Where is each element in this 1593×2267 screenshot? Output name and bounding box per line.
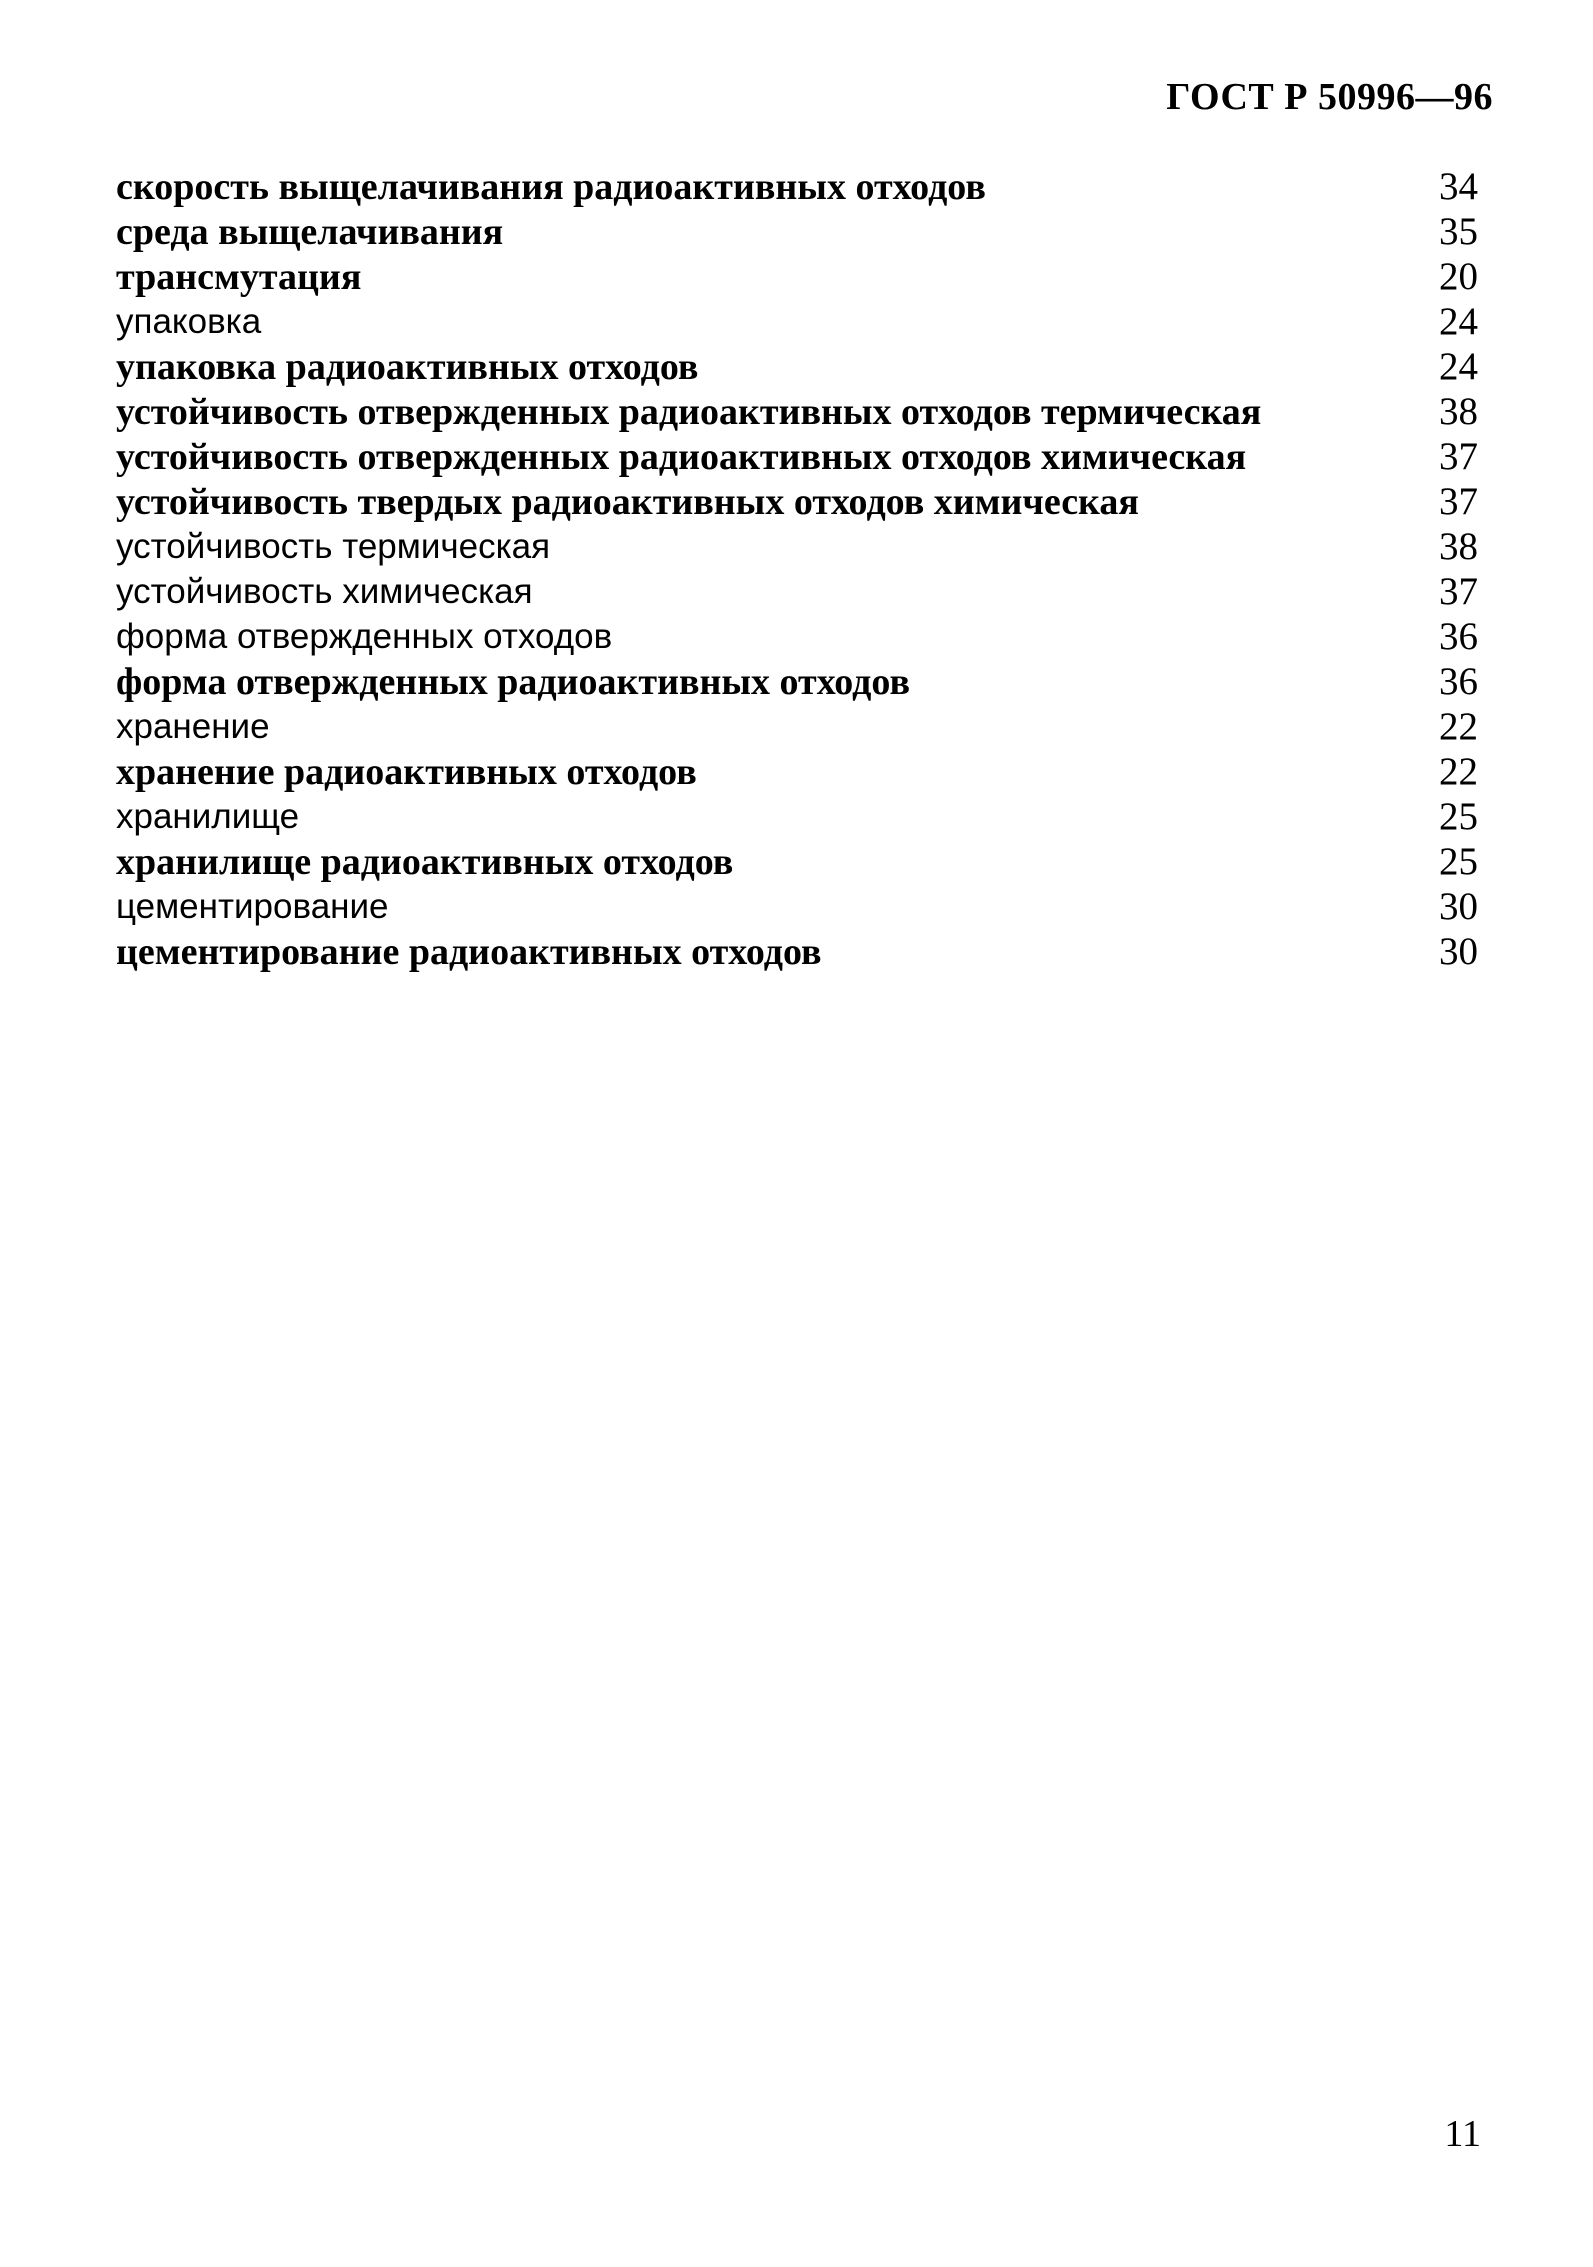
index-page-ref: 37 (1439, 435, 1478, 478)
index-term: цементирование (116, 886, 389, 926)
index-page-ref: 38 (1439, 390, 1478, 433)
index-page-ref: 38 (1439, 525, 1478, 568)
index-page-ref: 36 (1439, 615, 1478, 658)
index-page-ref: 30 (1439, 930, 1478, 973)
index-term: среда выщелачивания (116, 210, 504, 253)
alphabetical-index (116, 164, 1478, 974)
index-page-ref: 35 (1439, 210, 1478, 253)
index-term: упаковка (116, 301, 262, 341)
index-term: цементирование радиоактивных отходов (116, 930, 822, 973)
index-page-ref: 25 (1439, 840, 1478, 883)
index-entry (116, 749, 1478, 794)
index-entry (116, 614, 1478, 659)
index-page-ref: 36 (1439, 660, 1478, 703)
index-entry (116, 524, 1478, 569)
index-page-ref: 34 (1439, 165, 1478, 208)
index-entry (116, 299, 1478, 344)
index-term: устойчивость химическая (116, 571, 533, 611)
index-term: трансмутация (116, 255, 362, 298)
index-page-ref: 30 (1439, 885, 1478, 928)
index-entry (116, 569, 1478, 614)
index-term: хранение радиоактивных отходов (116, 750, 697, 793)
index-term: форма отвержденных радиоактивных отходов (116, 660, 910, 703)
index-page-ref: 37 (1439, 480, 1478, 523)
index-page-ref: 22 (1439, 705, 1478, 748)
index-page-ref: 37 (1439, 570, 1478, 613)
index-term: хранилище радиоактивных отходов (116, 840, 734, 883)
index-page-ref: 24 (1439, 345, 1478, 388)
index-term: хранилище (116, 796, 300, 836)
index-entry (116, 479, 1478, 524)
index-entry (116, 164, 1478, 209)
index-page-ref: 20 (1439, 255, 1478, 298)
document-header: ГОСТ Р 50996—96 (1166, 76, 1493, 118)
index-term: устойчивость отвержденных радиоактивных отходов термическая (116, 390, 1262, 433)
index-entry (116, 254, 1478, 299)
index-term: упаковка радиоактивных отходов (116, 345, 699, 388)
index-entry (116, 344, 1478, 389)
index-entry (116, 434, 1478, 479)
index-term: устойчивость отвержденных радиоактивных отходов химическая (116, 435, 1247, 478)
index-page-ref: 24 (1439, 300, 1478, 343)
index-entry (116, 839, 1478, 884)
index-term: скорость выщелачивания радиоактивных отходов (116, 165, 986, 208)
index-entry (116, 929, 1478, 974)
page-number: 11 (1444, 2113, 1481, 2155)
index-term: форма отвержденных отходов (116, 616, 613, 656)
index-entry (116, 794, 1478, 839)
index-entry (116, 389, 1478, 434)
index-entry (116, 704, 1478, 749)
index-term: хранение (116, 706, 270, 746)
index-term: устойчивость твердых радиоактивных отходов химическая (116, 480, 1139, 523)
index-entry (116, 659, 1478, 704)
index-page-ref: 22 (1439, 750, 1478, 793)
index-page-ref: 25 (1439, 795, 1478, 838)
index-entry (116, 209, 1478, 254)
index-term: устойчивость термическая (116, 526, 551, 566)
index-entry (116, 884, 1478, 929)
